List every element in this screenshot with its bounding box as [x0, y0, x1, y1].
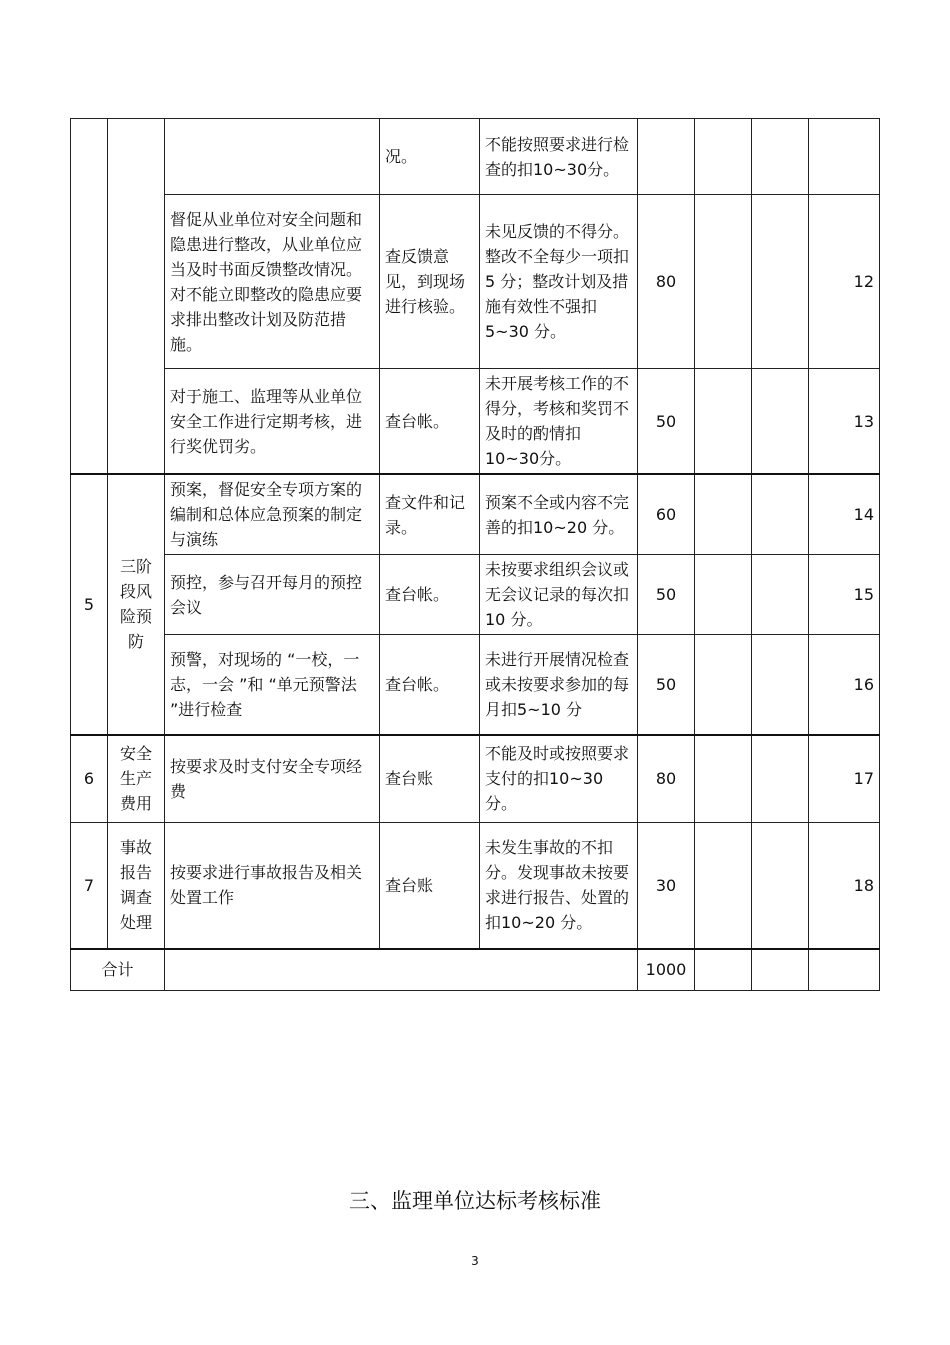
table-row	[71, 735, 880, 823]
item-number-cell: 6	[71, 735, 108, 823]
item-number-cell	[71, 119, 108, 475]
index-cell: 13	[809, 369, 880, 475]
method-cell: 查台帐。	[380, 369, 480, 475]
requirement-cell: 预控，参与召开每月的预控会议	[165, 555, 380, 635]
empty-cell	[695, 949, 752, 991]
standard-cell: 预案不全或内容不完善的扣10~20 分。	[480, 474, 638, 555]
index-cell: 18	[809, 823, 880, 949]
score-cell	[638, 119, 695, 195]
score-cell: 60	[638, 474, 695, 555]
empty-cell	[752, 735, 809, 823]
method-cell: 查台账	[380, 735, 480, 823]
empty-cell	[752, 195, 809, 369]
table-row	[71, 195, 880, 369]
total-label: 合计	[71, 949, 165, 991]
empty-cell	[752, 635, 809, 735]
standard-cell: 不能按照要求进行检查的扣10~30分。	[480, 119, 638, 195]
index-cell: 16	[809, 635, 880, 735]
category-cell: 三阶段风险预防	[108, 474, 165, 735]
category-cell: 事故报告调查处理	[108, 823, 165, 949]
assessment-table	[70, 118, 880, 991]
method-cell: 查文件和记录。	[380, 474, 480, 555]
empty-cell	[695, 555, 752, 635]
empty-cell	[695, 474, 752, 555]
requirement-cell: 按要求进行事故报告及相关处置工作	[165, 823, 380, 949]
page-number: 3	[471, 1254, 479, 1268]
section-heading: 三、监理单位达标考核标准	[349, 1189, 601, 1213]
empty-cell	[752, 949, 809, 991]
method-cell: 查反馈意见，到现场进行核验。	[380, 195, 480, 369]
empty-cell	[752, 119, 809, 195]
score-cell: 50	[638, 555, 695, 635]
empty-cell	[752, 555, 809, 635]
standard-cell: 未见反馈的不得分。整改不全每少一项扣 5 分；整改计划及措施有效性不强扣5~30 分。	[480, 195, 638, 369]
index-cell: 12	[809, 195, 880, 369]
item-number-cell: 7	[71, 823, 108, 949]
empty-cell	[695, 369, 752, 475]
standard-cell: 未进行开展情况检查或未按要求参加的每月扣5~10 分	[480, 635, 638, 735]
method-cell: 查台帐。	[380, 555, 480, 635]
empty-cell	[752, 474, 809, 555]
empty-cell	[752, 369, 809, 475]
empty-cell	[809, 119, 880, 195]
score-cell: 80	[638, 195, 695, 369]
category-cell	[108, 119, 165, 475]
total-score: 1000	[638, 949, 695, 991]
empty-cell	[809, 949, 880, 991]
standard-cell: 不能及时或按照要求支付的扣10~30 分。	[480, 735, 638, 823]
score-cell: 30	[638, 823, 695, 949]
item-number-cell: 5	[71, 474, 108, 735]
requirement-cell: 预警，对现场的 “一校，一志，一会 ”和 “单元预警法 ”进行检查	[165, 635, 380, 735]
empty-cell	[752, 823, 809, 949]
empty-cell	[695, 735, 752, 823]
score-cell: 50	[638, 369, 695, 475]
table-row	[71, 369, 880, 475]
index-cell: 14	[809, 474, 880, 555]
table-row	[71, 823, 880, 949]
category-cell: 安全生产费用	[108, 735, 165, 823]
requirement-cell: 预案，督促安全专项方案的编制和总体应急预案的制定与演练	[165, 474, 380, 555]
total-row	[71, 949, 880, 991]
empty-cell	[695, 195, 752, 369]
requirement-cell: 按要求及时支付安全专项经费	[165, 735, 380, 823]
method-cell: 况。	[380, 119, 480, 195]
table-row	[71, 119, 880, 195]
requirement-cell	[165, 119, 380, 195]
index-cell: 15	[809, 555, 880, 635]
index-cell: 17	[809, 735, 880, 823]
requirement-cell: 督促从业单位对安全问题和隐患进行整改，从业单位应当及时书面反馈整改情况。对不能立即整改的隐患应要求排出整改计划及防范措施。	[165, 195, 380, 369]
table-row	[71, 555, 880, 635]
standard-cell: 未按要求组织会议或无会议记录的每次扣 10 分。	[480, 555, 638, 635]
requirement-cell: 对于施工、监理等从业单位安全工作进行定期考核，进行奖优罚劣。	[165, 369, 380, 475]
score-cell: 80	[638, 735, 695, 823]
table-row	[71, 635, 880, 735]
method-cell: 查台账	[380, 823, 480, 949]
empty-cell	[695, 823, 752, 949]
standard-cell: 未开展考核工作的不得分，考核和奖罚不及时的酌情扣 10~30分。	[480, 369, 638, 475]
empty-cell	[695, 119, 752, 195]
empty-cell	[165, 949, 638, 991]
standard-cell: 未发生事故的不扣分。发现事故未按要求进行报告、处置的扣10~20 分。	[480, 823, 638, 949]
score-cell: 50	[638, 635, 695, 735]
table-row	[71, 474, 880, 555]
method-cell: 查台帐。	[380, 635, 480, 735]
empty-cell	[695, 635, 752, 735]
